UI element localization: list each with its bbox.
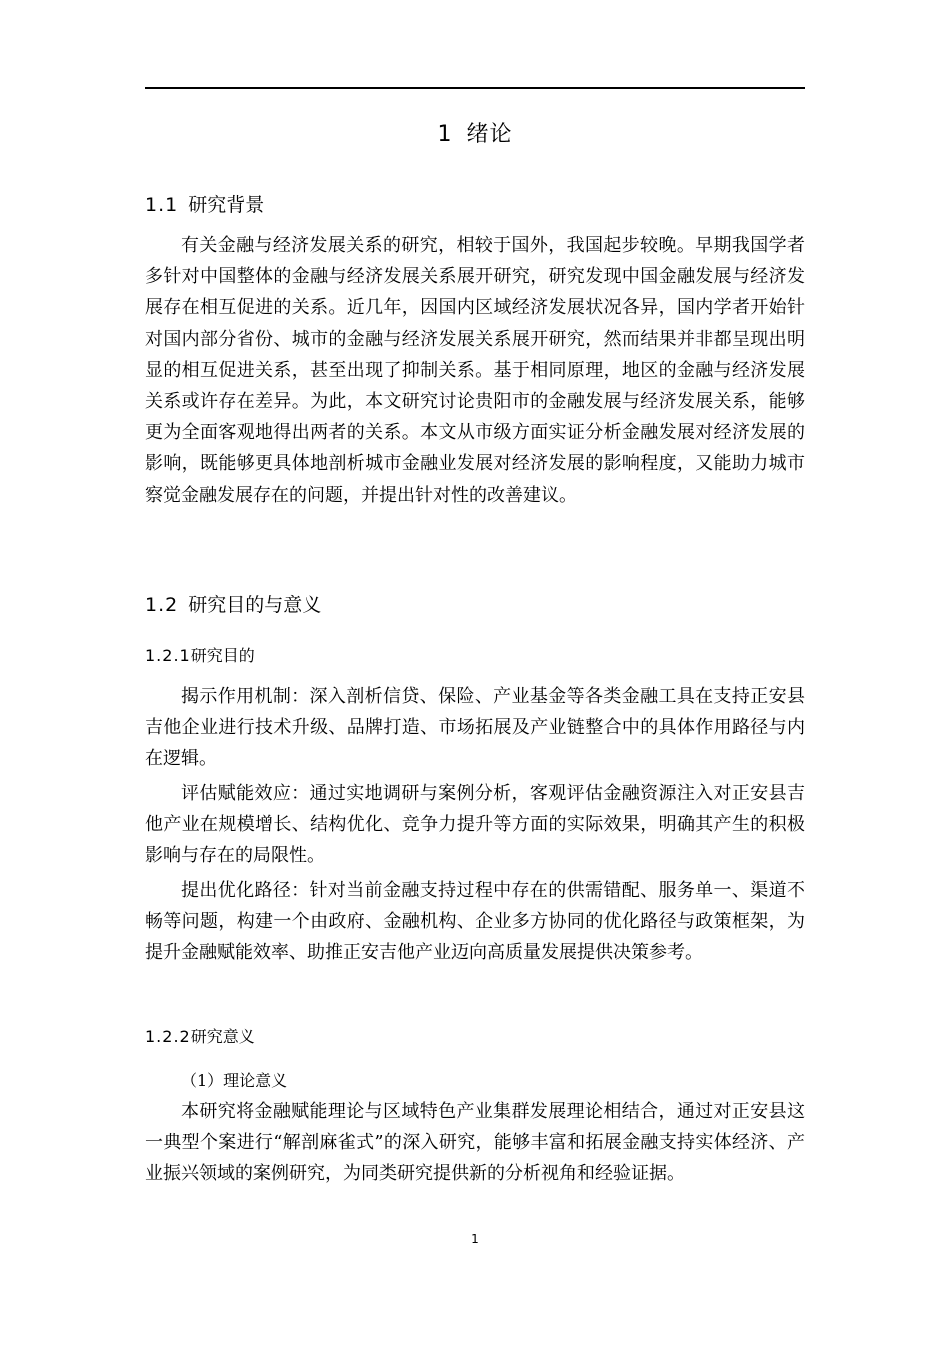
section-number: 1.2	[145, 594, 179, 616]
theory-significance-paragraph: 本研究将金融赋能理论与区域特色产业集群发展理论相结合，通过对正安县这一典型个案进行“解剖麻雀式”的深入研究，能够丰富和拓展金融支持实体经济、产业振兴领域的案例研究，为同类研究提供新的分析视角和经验证据。	[145, 1101, 805, 1185]
purpose-paragraph-mechanism: 揭示作用机制：深入剖析信贷、保险、产业基金等各类金融工具在支持正安县吉他企业进行技术升级、品牌打造、市场拓展及产业链整合中的具体作用路径与内在逻辑。	[145, 686, 805, 770]
section-title: 研究背景	[188, 194, 265, 216]
section-number: 1.1	[145, 194, 179, 216]
subsection-title: 研究目的	[190, 646, 255, 665]
chapter-title	[145, 118, 805, 152]
chapter-number: 1	[437, 122, 453, 147]
background-paragraph: 有关金融与经济发展关系的研究，相较于国外，我国起步较晚。早期我国学者多针对中国整体的金融与经济发展关系展开研究，研究发现中国金融发展与经济发展存在相互促进的关系。近几年，因国内区域经济发展状况各异，国内学者开始针对国内部分省份、城市的金融与经济发展关系展开研究，然而结果并非都呈现出明显的相互促进关系，甚至出现了抑制关系。基于相同原理，地区的金融与经济发展关系或许存在差异。为此，本文研究讨论贵阳市的金融发展与经济发展关系，能够更为全面客观地得出两者的关系。本文从市级方面实证分析金融发展对经济发展的影响，既能够更具体地剖析城市金融业发展对经济发展的影响程度，又能助力城市察觉金融发展存在的问题，并提出针对性的改善建议。	[145, 235, 805, 506]
section-heading-1-1	[145, 191, 805, 219]
chapter-title-text: 绪论	[466, 122, 513, 147]
subsection-number: 1.2.1	[145, 646, 191, 665]
subsection-number: 1.2.2	[145, 1027, 191, 1046]
page-number: 1	[471, 1232, 479, 1246]
section-title: 研究目的与意义	[188, 594, 322, 616]
subsection-title: 研究意义	[190, 1027, 255, 1046]
subsection-heading-1-2-2	[145, 1025, 805, 1049]
purpose-paragraph-path: 提出优化路径：针对当前金融支持过程中存在的供需错配、服务单一、渠道不畅等问题，构建一个由政府、金融机构、企业多方协同的优化路径与政策框架，为提升金融赋能效率、助推正安吉他产业迈向高质量发展提供决策参考。	[145, 880, 805, 964]
purpose-paragraph-effect: 评估赋能效应：通过实地调研与案例分析，客观评估金融资源注入对正安县吉他产业在规模增长、结构优化、竞争力提升等方面的实际效果，明确其产生的积极影响与存在的局限性。	[145, 783, 805, 867]
subsection-heading-1-2-1	[145, 644, 805, 668]
theory-significance-label: （1）理论意义	[181, 1071, 288, 1090]
header-rule	[145, 87, 805, 89]
section-heading-1-2	[145, 591, 805, 619]
